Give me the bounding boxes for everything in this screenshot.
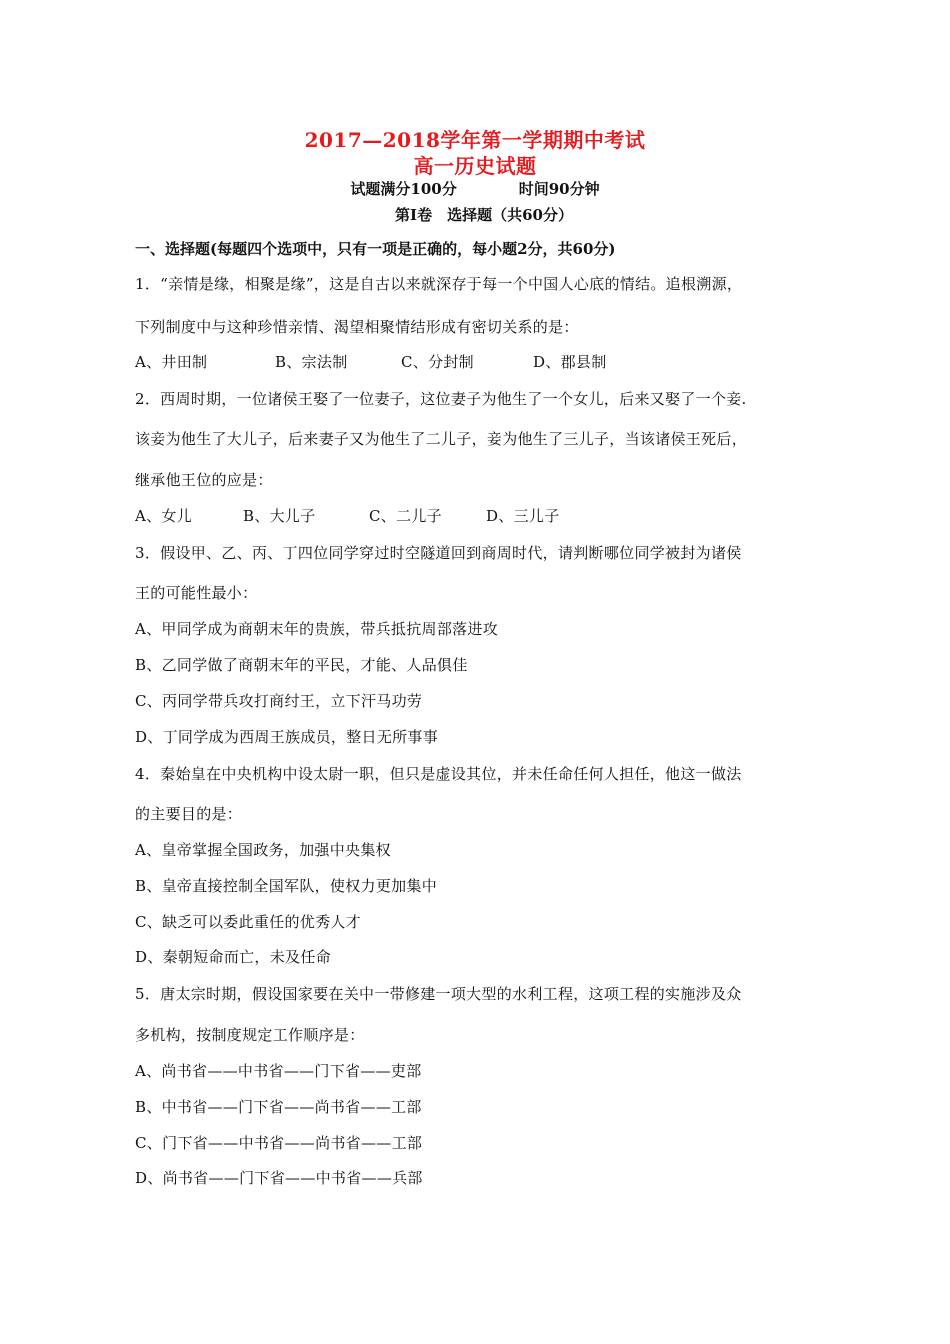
question-3-option-d: D、丁同学成为西周王族成员，整日无所事事 <box>135 728 439 746</box>
question-1-line-1: 1．“亲情是缘，相聚是缘”，这是自古以来就深存于每一个中国人心底的情结。追根溯源， <box>135 275 743 293</box>
question-1-option-c: C、分封制 <box>401 353 474 371</box>
question-4-option-d: D、秦朝短命而亡，未及任命 <box>135 948 331 966</box>
question-4-option-b: B、皇帝直接控制全国军队，使权力更加集中 <box>135 877 438 895</box>
question-3-option-c: C、丙同学带兵攻打商纣王，立下汗马功劳 <box>135 692 423 710</box>
question-1-option-b: B、宗法制 <box>275 353 348 371</box>
volume-heading: 第Ⅰ卷 选择题（共60分） <box>395 206 573 224</box>
question-5-option-c: C、门下省——中书省——尚书省——工部 <box>135 1134 423 1152</box>
question-5-option-a: A、尚书省——中书省——门下省——吏部 <box>135 1062 422 1080</box>
question-5-option-d: D、尚书省——门下省——中书省——兵部 <box>135 1169 423 1187</box>
question-2-options <box>135 505 560 526</box>
section-heading: 一、选择题(每题四个选项中，只有一项是正确的，每小题2分，共60分) <box>135 240 616 258</box>
question-5-option-b: B、中书省——门下省——尚书省——工部 <box>135 1098 422 1116</box>
question-2-line-1: 2．西周时期，一位诸侯王娶了一位妻子，这位妻子为他生了一个女儿，后来又娶了一个妾. <box>135 390 747 408</box>
question-2-option-a: A、女儿 <box>135 507 193 525</box>
question-1-line-2: 下列制度中与这种珍惜亲情、渴望相聚情结形成有密切关系的是： <box>135 318 579 336</box>
question-1-option-a: A、井田制 <box>135 353 208 371</box>
question-4-option-a: A、皇帝掌握全国政务，加强中央集权 <box>135 841 391 859</box>
question-2-line-2: 该妾为他生了大儿子，后来妻子又为他生了二儿子，妾为他生了三儿子，当该诸侯王死后， <box>135 430 748 448</box>
question-2-option-d: D、三儿子 <box>486 507 560 525</box>
question-4-option-c: C、缺乏可以委此重任的优秀人才 <box>135 913 361 931</box>
question-3-line-1: 3．假设甲、乙、丙、丁四位同学穿过时空隧道回到商周时代，请判断哪位同学被封为诸侯 <box>135 544 742 562</box>
question-2-option-c: C、二儿子 <box>369 507 442 525</box>
question-1-option-d: D、郡县制 <box>533 353 607 371</box>
exam-meta <box>0 178 950 199</box>
question-3-option-b: B、乙同学做了商朝末年的平民，才能、人品俱佳 <box>135 656 468 674</box>
exam-title: 2017—2018学年第一学期期中考试 <box>304 128 646 152</box>
question-4-line-1: 4．秦始皇在中央机构中设太尉一职，但只是虚设其位，并未任命任何人担任，他这一做法 <box>135 765 742 783</box>
question-1-options <box>135 351 607 372</box>
full-score-label: 试题满分100分 <box>350 180 457 198</box>
question-5-line-2: 多机构，按制度规定工作顺序是： <box>135 1026 365 1044</box>
question-5-line-1: 5．唐太宗时期，假设国家要在关中一带修建一项大型的水利工程，这项工程的实施涉及众 <box>135 985 742 1003</box>
question-2-option-b: B、大儿子 <box>243 507 316 525</box>
question-3-line-2: 王的可能性最小： <box>135 584 258 602</box>
exam-subject-title: 高一历史试题 <box>413 154 537 178</box>
question-3-option-a: A、甲同学成为商朝末年的贵族，带兵抵抗周部落进攻 <box>135 620 499 638</box>
question-2-line-3: 继承他王位的应是： <box>135 471 273 489</box>
question-4-line-2: 的主要目的是： <box>135 805 243 823</box>
time-limit-label: 时间90分钟 <box>518 180 600 198</box>
